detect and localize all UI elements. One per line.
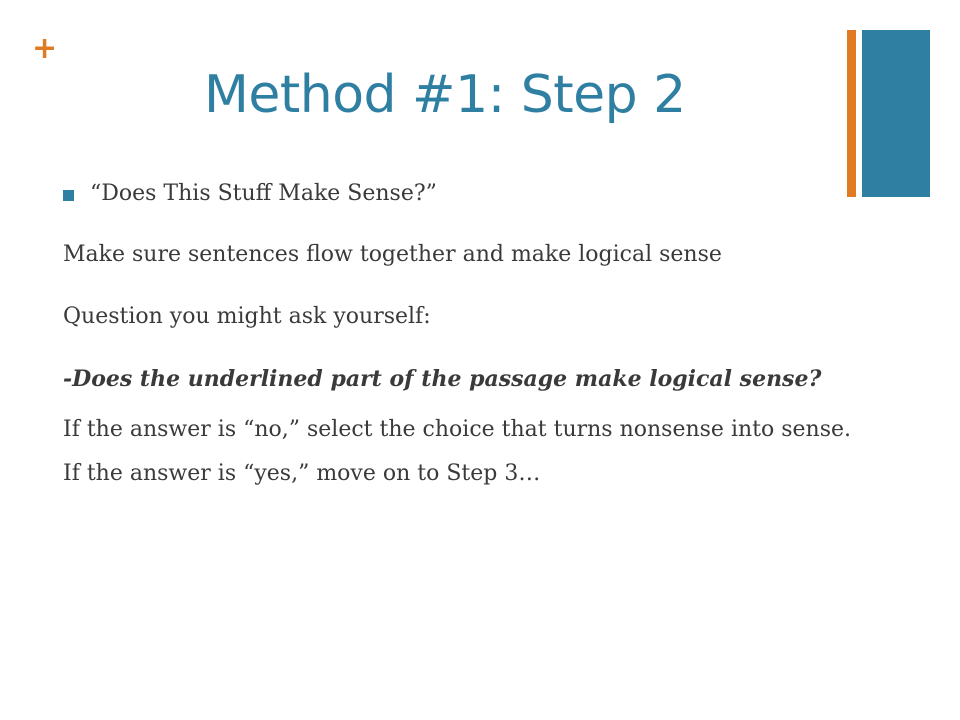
plus-marker-icon: + [32,31,58,66]
accent-bar-blue [862,30,930,197]
paragraph-question: -Does the underlined part of the passage make logical sense? [63,366,822,392]
slide-body [63,176,923,492]
slide-title: Method #1: Step 2 [204,65,686,125]
paragraph-question-intro: Question you might ask yourself: [63,304,431,329]
square-bullet-icon [63,190,74,201]
paragraph-if-yes: If the answer is “yes,” move on to Step 3… [63,461,541,486]
bullet-text: “Does This Stuff Make Sense?” [90,181,437,206]
paragraph-if-no: If the answer is “no,” select the choice that turns nonsense into sense. [63,417,852,442]
paragraph-flow: Make sure sentences flow together and make logical sense [63,242,722,267]
accent-bar-orange [847,30,856,197]
bullet-item [63,176,923,212]
